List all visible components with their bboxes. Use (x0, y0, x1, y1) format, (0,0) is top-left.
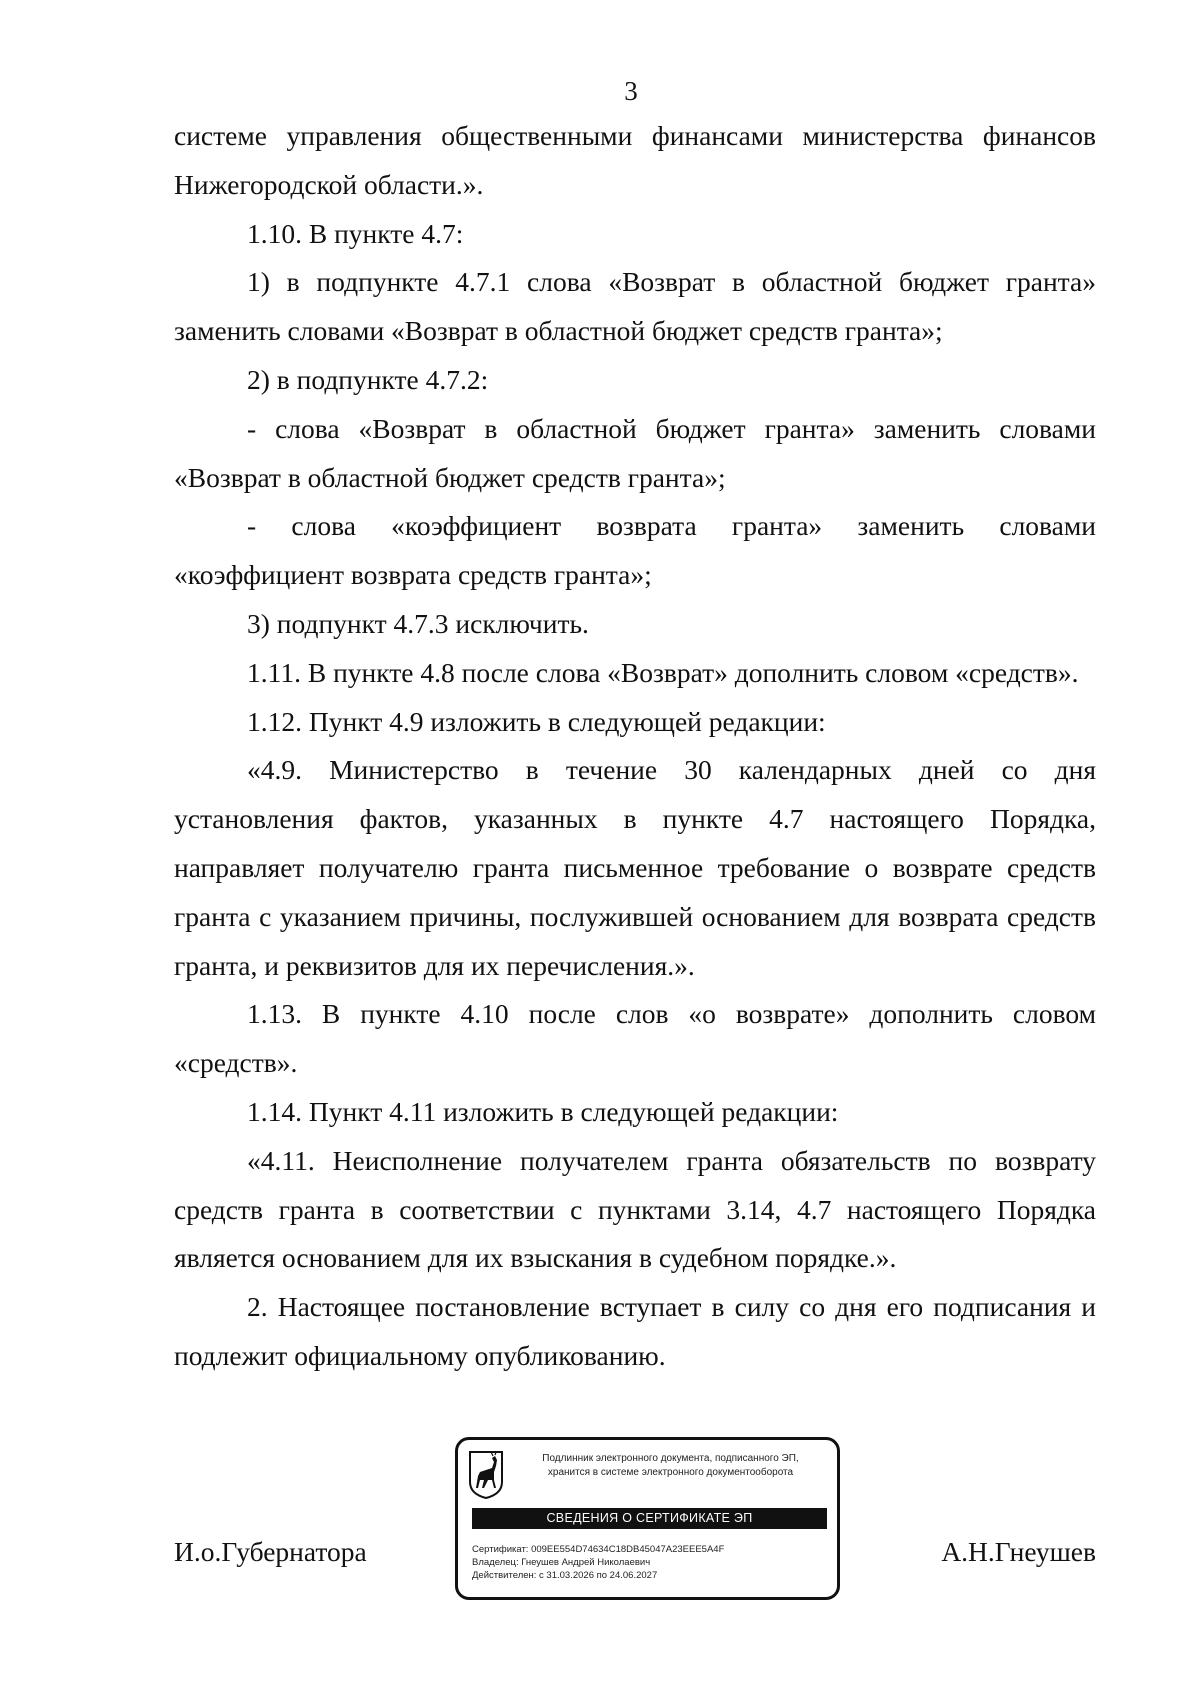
paragraph-1-10-item-3: 3) подпункт 4.7.3 исключить. (247, 607, 589, 639)
stamp-owner: Владелец: Гнеушев Андрей Николаевич (472, 1557, 651, 1568)
signatory-name: А.Н.Гнеушев (941, 1536, 1096, 1567)
paragraph-4-9-text: «4.9. Министерство в течение 30 календарных дней со дня установления фактов, указанных в пункте 4.7 настоящего Порядка, направляет получателю гранта письменное требование о возврате средств гранта с указанием причины, послужившей основанием для возврата средств гранта, и реквизитов для их перечисления.». (174, 754, 1096, 981)
paragraph-1-10-item-2: 2) в подпункте 4.7.2: (247, 363, 489, 395)
document-body (174, 112, 1096, 1381)
page-number: 3 (624, 76, 638, 106)
electronic-signature-stamp (455, 1437, 840, 1600)
stamp-validity: Действителен: с 31.03.2026 по 24.06.2027 (472, 1570, 658, 1581)
stamp-certificate: Сертификат: 009EE554D74634C18DB45047A23EEE5A4F (472, 1544, 725, 1555)
stamp-notice-line-2: хранится в системе электронного документооборота (547, 1467, 794, 1478)
paragraph-1-10: 1.10. В пункте 4.7: (247, 217, 464, 249)
paragraph-1-10-item-1: 1) в подпункте 4.7.1 слова «Возврат в областной бюджет гранта» заменить словами «Возврат в областной бюджет средств гранта»; (174, 266, 1096, 347)
stamp-notice (508, 1452, 833, 1480)
paragraph-1-10-item-2-dash-2: - слова «коэффициент возврата гранта» заменить словами «коэффициент возврата средств гранта»; (174, 510, 1096, 591)
coat-of-arms-icon (468, 1450, 504, 1500)
paragraph-1-10-item-2-dash-1: - слова «Возврат в областной бюджет гранта» заменить словами «Возврат в областной бюджет средств гранта»; (174, 412, 1096, 493)
stamp-details (472, 1543, 832, 1582)
paragraph-1-11: 1.11. В пункте 4.8 после слова «Возврат» дополнить словом «средств». (247, 656, 1079, 688)
stamp-notice-line-1: Подлинник электронного документа, подписанного ЭП, (542, 1453, 799, 1464)
signatory-position: И.о.Губернатора (174, 1536, 367, 1567)
paragraph-2: 2. Настоящее постановление вступает в силу со дня его подписания и подлежит официальному опубликованию. (174, 1291, 1096, 1371)
paragraph-1-14: 1.14. Пункт 4.11 изложить в следующей редакции: (247, 1095, 839, 1127)
paragraph-continuation: системе управления общественными финансами министерства финансов Нижегородской области.». (174, 120, 1096, 200)
paragraph-1-12: 1.12. Пункт 4.9 изложить в следующей редакции: (247, 705, 826, 737)
stamp-header: СВЕДЕНИЯ О СЕРТИФИКАТЕ ЭП (472, 1508, 827, 1529)
paragraph-1-13: 1.13. В пункте 4.10 после слов «о возврате» дополнить словом «средств». (174, 998, 1096, 1079)
paragraph-4-11-text: «4.11. Неисполнение получателем гранта обязательств по возврату средств гранта в соответствии с пунктами 3.14, 4.7 настоящего Порядка является основанием для их взыскания в судебном порядке.». (174, 1144, 1096, 1274)
